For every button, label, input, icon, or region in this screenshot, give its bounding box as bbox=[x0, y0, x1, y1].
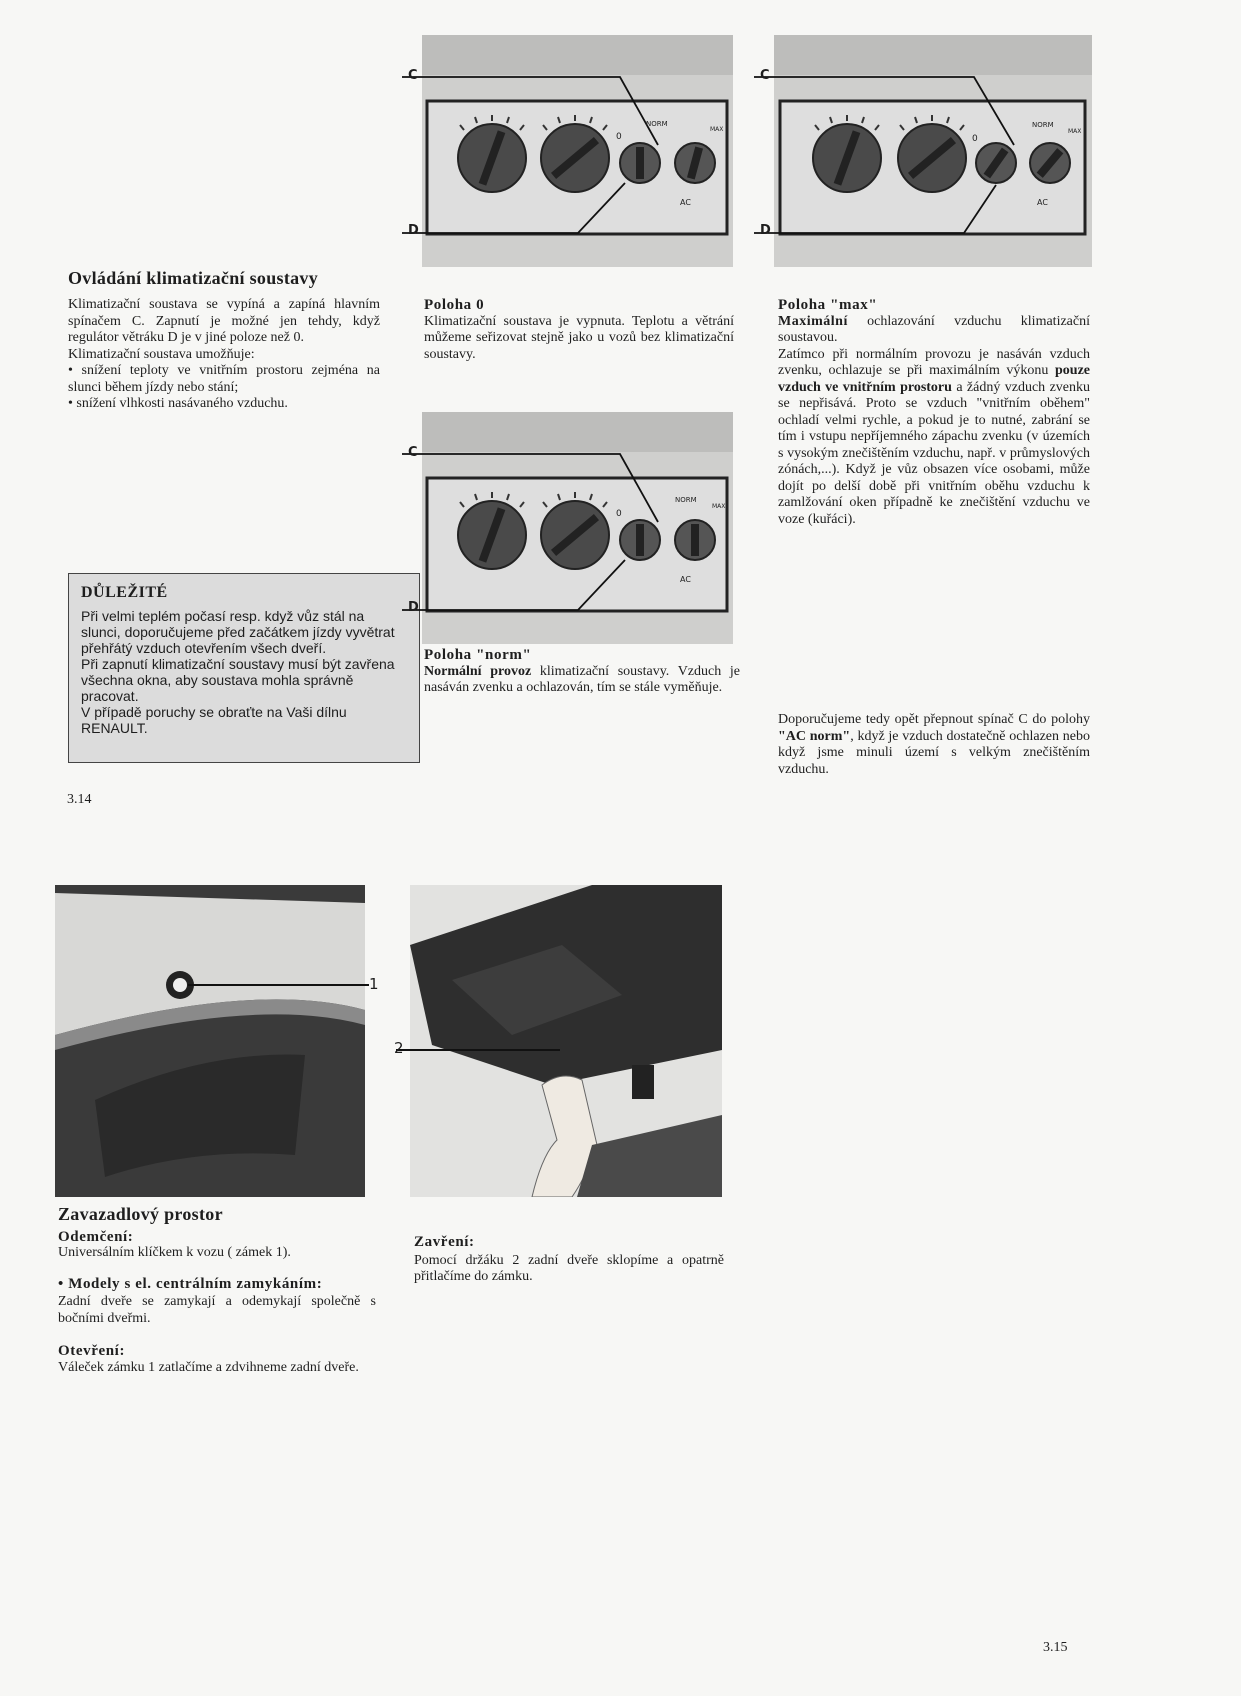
poloha-norm-bold: Normální provoz bbox=[424, 663, 532, 679]
open-text: Váleček zámku 1 zatlačíme a zdvihneme zadní dveře. bbox=[58, 1359, 359, 1375]
important-p1: Při velmi teplém počasí resp. když vůz stál na slunci, doporučujeme před začátkem jízdy vyvětrat přehřátý vzduch otevřením všech dveří. bbox=[81, 608, 395, 656]
label-c-3: C bbox=[408, 445, 418, 460]
climate-intro bbox=[68, 297, 380, 413]
max-label-2: MAX bbox=[1068, 128, 1082, 135]
poloha-max-title: Poloha "max" bbox=[778, 297, 878, 313]
central-locking-title: • Modely s el. centrálním zamykáním: bbox=[58, 1275, 323, 1292]
close-text: Pomocí držáku 2 zadní dveře sklopíme a opatrně přitlačíme do zámku. bbox=[414, 1252, 724, 1284]
close-title: Zavření: bbox=[414, 1234, 475, 1250]
poloha-norm-text: klimatizační soustavy. Vzduch je nasáván zvenku a ochlazován, tím se stále vyměňuje. bbox=[424, 663, 740, 695]
ac-label-1: AC bbox=[680, 198, 691, 207]
label-2: 2 bbox=[394, 1039, 404, 1057]
poloha-max-bold1: Maximální bbox=[778, 313, 848, 329]
max-label-1: MAX bbox=[710, 126, 724, 133]
poloha-max-text2b: a žádný vzduch zvenku se nepřisává. Proto se vzduch "vnitřním oběhem" ochladí velmi rychle, a pokud je to nutné, zabrání se tím i vstupu nepříjemného zápachu zvenku (v územích s vysokým znečištěním vzduchu, např. v průmyslových zónách,...). Když je vůz obsazen více osobami, může dojít po delší době při vnitřním oběhu vzduchu k zamlžování oken případně ke znečištění vzduchu ve voze (kuřáci). bbox=[778, 379, 1091, 527]
page-number-left: 3.14 bbox=[67, 792, 92, 807]
unlock-text: Universálním klíčkem k vozu ( zámek 1). bbox=[58, 1245, 291, 1260]
poloha-max-recommend bbox=[778, 712, 1090, 778]
label-c-2: C bbox=[760, 68, 770, 83]
climate-bullet2: • snížení vlhkosti nasávaného vzduchu. bbox=[68, 396, 288, 411]
zero-label-2: 0 bbox=[972, 134, 978, 144]
max-label-3: MAX bbox=[712, 503, 726, 510]
important-p2: Při zapnutí klimatizační soustavy musí být zavřena všechna okna, aby soustava mohla správně pracovat. bbox=[81, 656, 395, 704]
control-panel-illustration-norm bbox=[400, 412, 733, 644]
climate-para1: Klimatizační soustava se vypíná a zapíná hlavním spínačem C. Zapnutí je možné jen tehdy, když regulátor větráku D je v jiné poloze než 0. bbox=[68, 297, 380, 345]
zero-label-3: 0 bbox=[616, 509, 622, 519]
central-locking-text: Zadní dveře se zamykají a odemykají společně s bočními dveřmi. bbox=[58, 1294, 376, 1326]
label-d-1: D bbox=[408, 223, 419, 238]
trunk-handle-illustration bbox=[392, 885, 722, 1197]
page-number-right: 3.15 bbox=[1043, 1640, 1068, 1655]
label-1: 1 bbox=[369, 975, 379, 993]
poloha-norm-title: Poloha "norm" bbox=[424, 647, 532, 663]
poloha-norm-section bbox=[424, 647, 740, 697]
poloha-0-section bbox=[424, 297, 734, 363]
control-panel-illustration-max bbox=[752, 35, 1092, 267]
poloha-max-text2a: Zatímco při normálním provozu je nasáván vzduch zvenku, ochlazuje se při maximálním výkonu bbox=[778, 346, 1090, 378]
trunk-lock-photo bbox=[55, 885, 395, 1197]
poloha-max-bold2: pouze vzduch ve vnitřním prostoru bbox=[778, 363, 1090, 395]
important-title: DŮLEŽITÉ bbox=[81, 584, 168, 601]
climate-para2: Klimatizační soustava umožňuje: bbox=[68, 346, 255, 362]
important-p3: V případě poruchy se obraťte na Vaši dílnu RENAULT. bbox=[81, 704, 347, 736]
poloha-max-section bbox=[778, 297, 1090, 528]
climate-section bbox=[68, 268, 380, 413]
panel-photo-off bbox=[400, 35, 733, 267]
poloha-max-text3a: Doporučujeme tedy opět přepnout spínač C do polohy bbox=[778, 712, 1090, 727]
label-c-1: C bbox=[408, 68, 418, 83]
section-title-trunk: Zavazadlový prostor bbox=[58, 1204, 223, 1224]
ac-label-2: AC bbox=[1037, 198, 1048, 207]
label-d-2: D bbox=[760, 223, 771, 238]
unlock-title: Odemčení: bbox=[58, 1228, 134, 1245]
poloha-max-text1: ochlazování vzduchu klimatizační soustavou. bbox=[778, 313, 1090, 345]
panel-photo-max bbox=[752, 35, 1092, 267]
important-box bbox=[68, 573, 420, 763]
poloha-max-bold3: "AC norm" bbox=[778, 728, 851, 744]
poloha-0-title: Poloha 0 bbox=[424, 297, 485, 313]
trunk-close-section bbox=[414, 1234, 724, 1286]
open-title: Otevření: bbox=[58, 1343, 126, 1359]
control-panel-illustration bbox=[400, 35, 733, 267]
norm-label-3: NORM bbox=[675, 496, 697, 504]
panel-photo-norm bbox=[400, 412, 733, 644]
trunk-handle-photo bbox=[392, 885, 722, 1197]
poloha-max-text3b: , když je vzduch dostatečně ochlazen nebo když jsme minuli území s velkým znečištěním vzduchu. bbox=[778, 728, 1090, 777]
poloha-0-text: Klimatizační soustava je vypnuta. Teplotu a větrání můžeme seřizovat stejně jako u vozů bez klimatizační soustavy. bbox=[424, 313, 734, 362]
trunk-lock-illustration bbox=[55, 885, 395, 1197]
section-title-climate: Ovládání klimatizační soustavy bbox=[68, 268, 319, 288]
climate-bullet1: • snížení teploty ve vnitřním prostoru zejména na slunci během jízdy nebo stání; bbox=[68, 363, 380, 395]
norm-label-1: NORM bbox=[646, 120, 668, 128]
ac-label-3: AC bbox=[680, 575, 691, 584]
zero-label-1: 0 bbox=[616, 132, 622, 142]
trunk-section bbox=[58, 1206, 376, 1376]
norm-label-2: NORM bbox=[1032, 121, 1054, 129]
label-d-3: D bbox=[408, 600, 419, 615]
